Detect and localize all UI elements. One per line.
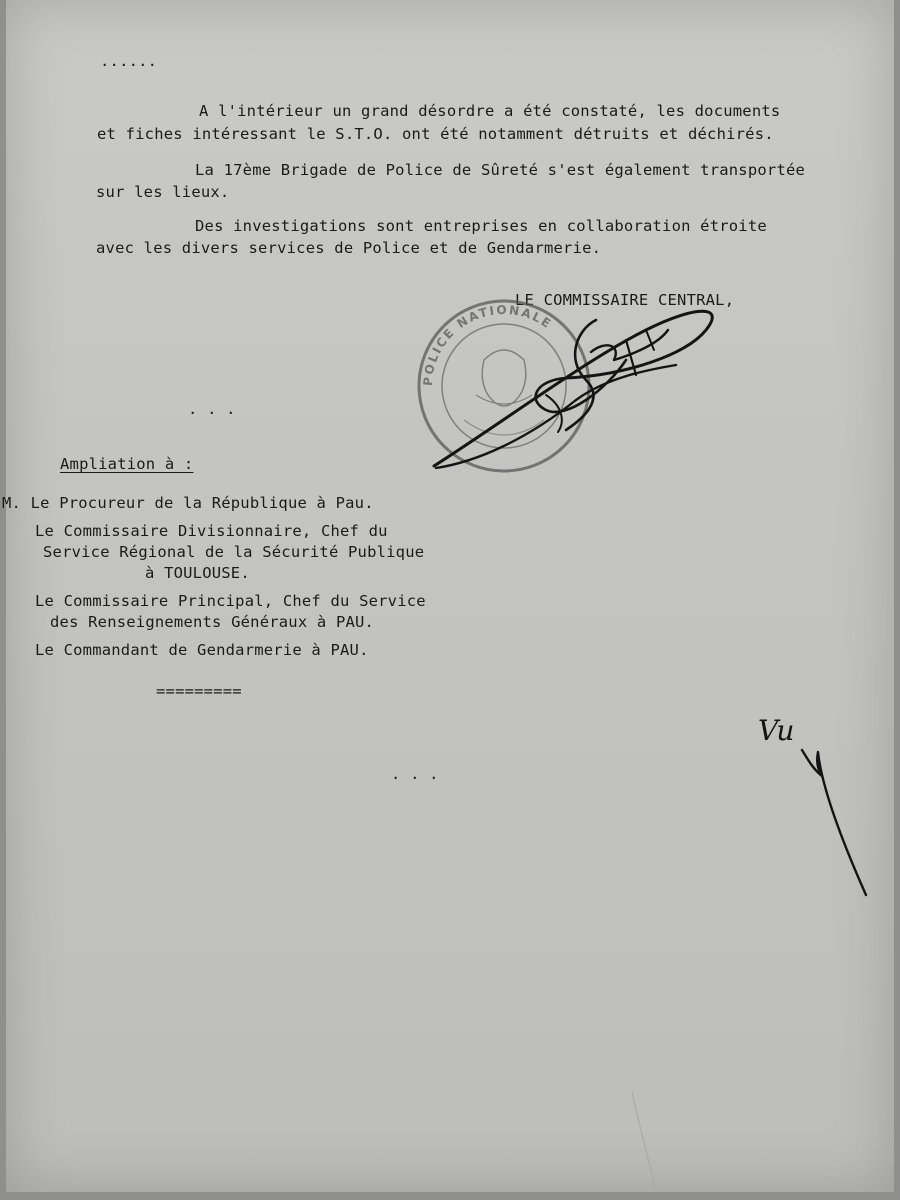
paper-crease bbox=[632, 1092, 656, 1190]
paragraph-1-line-1: A l'intérieur un grand désordre a été constaté, les documents bbox=[199, 102, 781, 120]
separator-line: ========= bbox=[156, 682, 242, 700]
paragraph-3-line-1: Des investigations sont entreprises en collaboration étroite bbox=[195, 217, 767, 235]
recipient-principal-line-2: des Renseignements Généraux à PAU. bbox=[50, 613, 375, 631]
svg-text:POLICE NATIONALE bbox=[421, 303, 555, 386]
document-page bbox=[2, 0, 894, 1192]
ellipsis-top: ...... bbox=[100, 52, 158, 70]
ampliation-heading: Ampliation à : bbox=[60, 455, 194, 473]
handwritten-vu-note bbox=[758, 714, 866, 895]
recipient-gendarmerie: Le Commandant de Gendarmerie à PAU. bbox=[35, 641, 369, 659]
handwritten-vu-text: Vu bbox=[758, 714, 795, 747]
recipient-divisionnaire-line-3: à TOULOUSE. bbox=[145, 564, 250, 582]
paragraph-2-line-1: La 17ème Brigade de Police de Sûreté s'est également transportée bbox=[195, 161, 806, 179]
dots-mid: . . . bbox=[188, 400, 236, 418]
signatory-title: LE COMMISSAIRE CENTRAL, bbox=[515, 291, 735, 309]
recipient-procureur: M. Le Procureur de la République à Pau. bbox=[2, 494, 374, 512]
dots-bottom: . . . bbox=[391, 765, 439, 783]
paragraph-2-line-2: sur les lieux. bbox=[96, 183, 230, 201]
paragraph-3-line-2: avec les divers services de Police et de Gendarmerie. bbox=[96, 239, 602, 257]
stamp-text: POLICE NATIONALE bbox=[420, 302, 555, 387]
recipient-divisionnaire-line-2: Service Régional de la Sécurité Publique bbox=[43, 543, 425, 561]
signature-and-stamp-layer bbox=[6, 0, 894, 1192]
recipient-divisionnaire-line-1: Le Commissaire Divisionnaire, Chef du bbox=[35, 522, 388, 540]
recipient-principal-line-1: Le Commissaire Principal, Chef du Service bbox=[35, 592, 426, 610]
paragraph-1-line-2: et fiches intéressant le S.T.O. ont été notamment détruits et déchirés. bbox=[97, 125, 774, 143]
